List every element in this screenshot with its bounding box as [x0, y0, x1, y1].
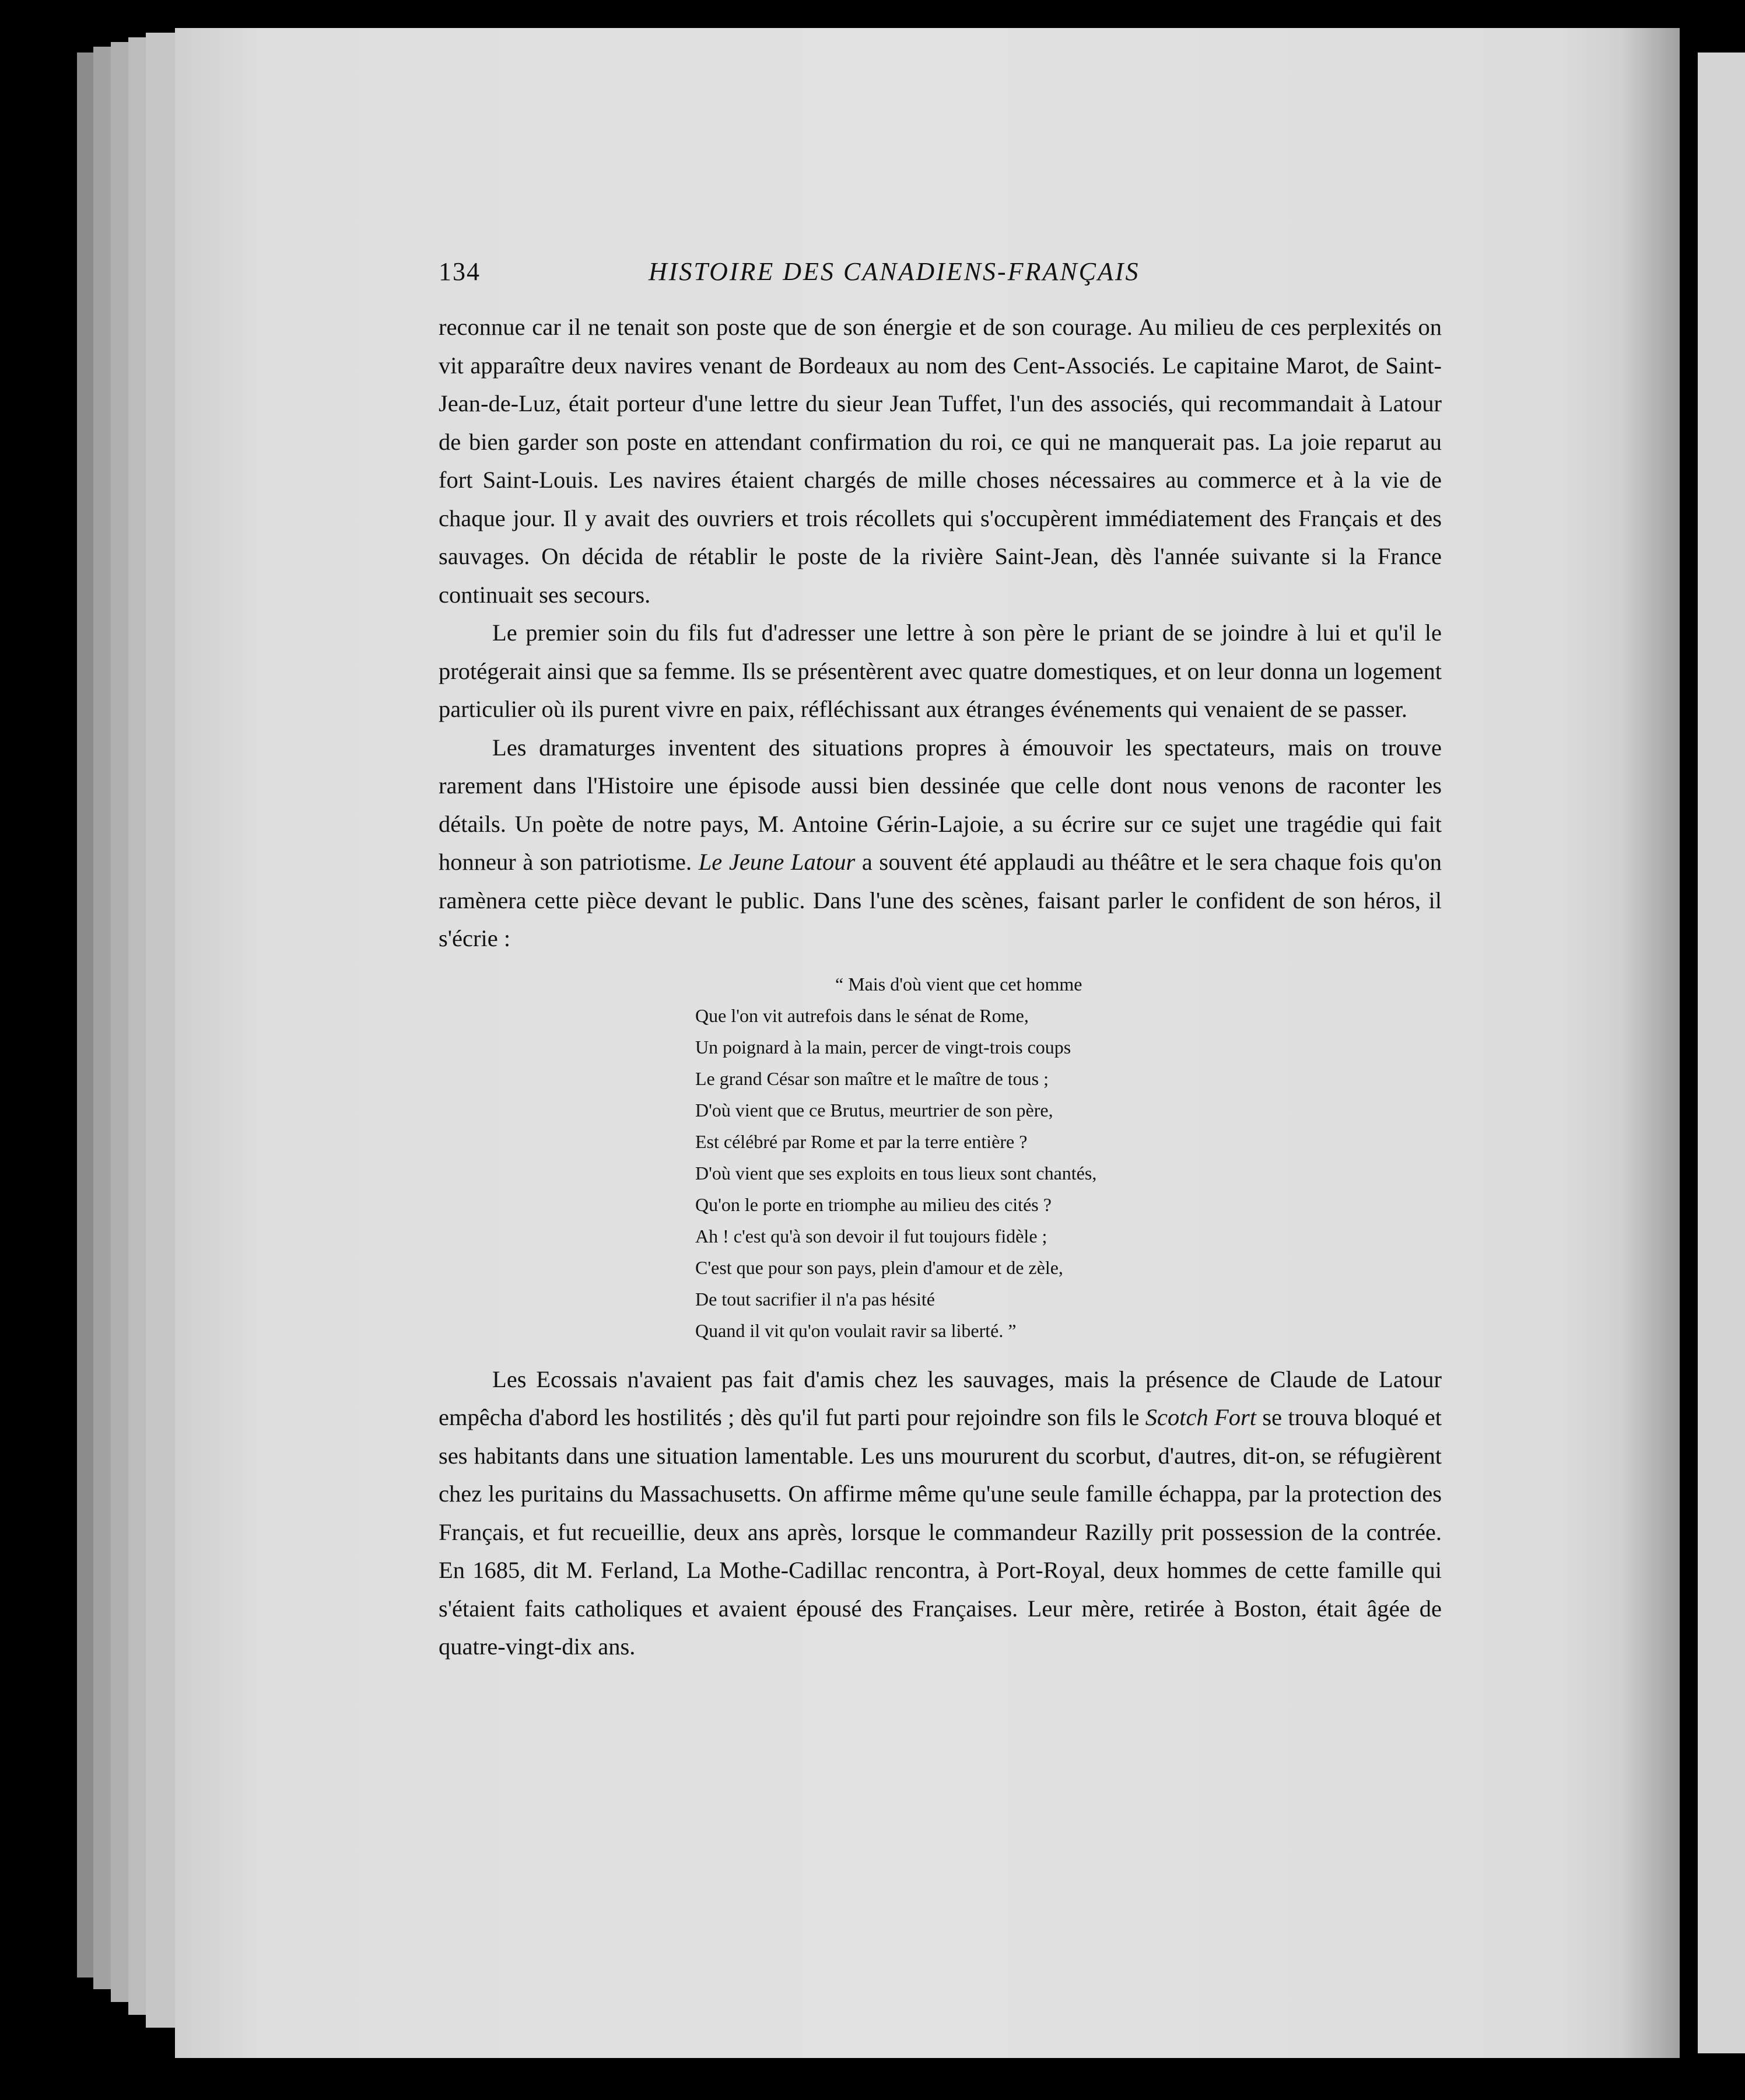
paragraph: Le premier soin du fils fut d'adresser une lettre à son père le priant de se joindre à lui et qu'il le protégerait ainsi que sa femme. Ils se présentèrent avec quatre domestiques, et on leur donna un logement particulier où ils purent vivre en paix, réfléchissant aux étranges événements qui venaient de se passer.: [439, 620, 1442, 722]
verse-quotation: [695, 968, 1442, 1346]
paragraph: [439, 729, 1442, 958]
paragraph: reconnue car il ne tenait son poste que de son énergie et de son courage. Au milieu de ces perplexités on vit apparaître deux navires venant de Bordeaux au nom des Cent-Associés. Le capitaine Marot, de Saint-Jean-de-Luz, était porteur d'une lettre du sieur Jean Tuffet, l'un des associés, qui recommandait à Latour de bien garder son poste en attendant confirmation du roi, ce qui ne manquerait pas. La joie reparut au fort Saint-Louis. Les navires étaient chargés de mille choses nécessaires au commerce et à la vie de chaque jour. Il y avait des ouvriers et trois récollets qui s'occupèrent immédiatement des Français et des sauvages. On décida de rétablir le poste de la rivière Saint-Jean, dès l'année suivante si la France continuait ses secours.: [439, 314, 1442, 608]
running-head: [439, 257, 1442, 298]
page-number: 134: [439, 257, 481, 286]
verse-line: Quand il vit qu'on voulait ravir sa liberté. ”: [695, 1320, 1017, 1341]
verse-line: Est célébré par Rome et par la terre entière ?: [695, 1130, 1028, 1152]
play-title: Le Jeune Latour: [698, 849, 856, 875]
paragraph: [439, 1360, 1442, 1666]
verse-line: C'est que pour son pays, plein d'amour et de zèle,: [695, 1256, 1063, 1278]
paragraph-text: Les dramaturges inventent des situations propres à émouvoir les spectateurs, mais on trouve rarement dans l'Histoire une épisode aussi bien dessinée que celle dont nous venons de raconter les détails. Un poète de notre pays, M. Antoine Gérin-Lajoie, a su écrire sur ce sujet une tragédie qui fait honneur à son patriotisme.: [439, 734, 1442, 875]
verse-line: De tout sacrifier il n'a pas hésité: [695, 1288, 935, 1310]
paragraph-text: se trouva bloqué et ses habitants dans une situation lamentable. Les uns moururent du scorbut, d'autres, dit-on, se réfugièrent chez les puritains du Massachusetts. On affirme même qu'une seule famille échappa, par la protection des Français, et fut recueillie, deux ans après, lorsque le commandeur Razilly prit possession de la contrée. En 1685, dit M. Ferland, La Mothe-Cadillac rencontra, à Port-Royal, deux hommes de cette famille qui s'étaient faits catholiques et avaient épousé des Françaises. Leur mère, retirée à Boston, était âgée de quatre-vingt-dix ans.: [439, 1404, 1442, 1660]
verse-line: Un poignard à la main, percer de vingt-trois coups: [695, 1036, 1071, 1058]
place-name: Scotch Fort: [1145, 1404, 1257, 1430]
running-title: HISTOIRE DES CANADIENS-FRANÇAIS: [649, 257, 1140, 286]
page-content: [439, 257, 1442, 1666]
verse-line: Ah ! c'est qu'à son devoir il fut toujours fidèle ;: [695, 1225, 1047, 1247]
verse-line: Que l'on vit autrefois dans le sénat de Rome,: [695, 1005, 1029, 1026]
verse-line: D'où vient que ce Brutus, meurtrier de son père,: [695, 1099, 1053, 1121]
paragraph-text: Les Ecossais n'avaient pas fait d'amis chez les sauvages, mais la présence de Claude de Latour empêcha d'abord les hostilités ; dès qu'il fut parti pour rejoindre son fils le: [439, 1366, 1442, 1430]
verse-line: Qu'on le porte en triomphe au milieu des cités ?: [695, 1194, 1052, 1215]
verse-line: Le grand César son maître et le maître de tous ;: [695, 1068, 1049, 1089]
verse-line: D'où vient que ses exploits en tous lieux sont chantés,: [695, 1162, 1097, 1184]
gutter-shadow: [1621, 28, 1680, 2058]
paragraph-text: a souvent été applaudi au théâtre et le sera chaque fois qu'on ramènera cette pièce devant le public. Dans l'une des scènes, faisant parler le confident de son héros, il s'écrie :: [439, 849, 1442, 951]
facing-page-edge: [1694, 52, 1745, 2053]
verse-line: “ Mais d'où vient que cet homme: [835, 973, 1082, 995]
